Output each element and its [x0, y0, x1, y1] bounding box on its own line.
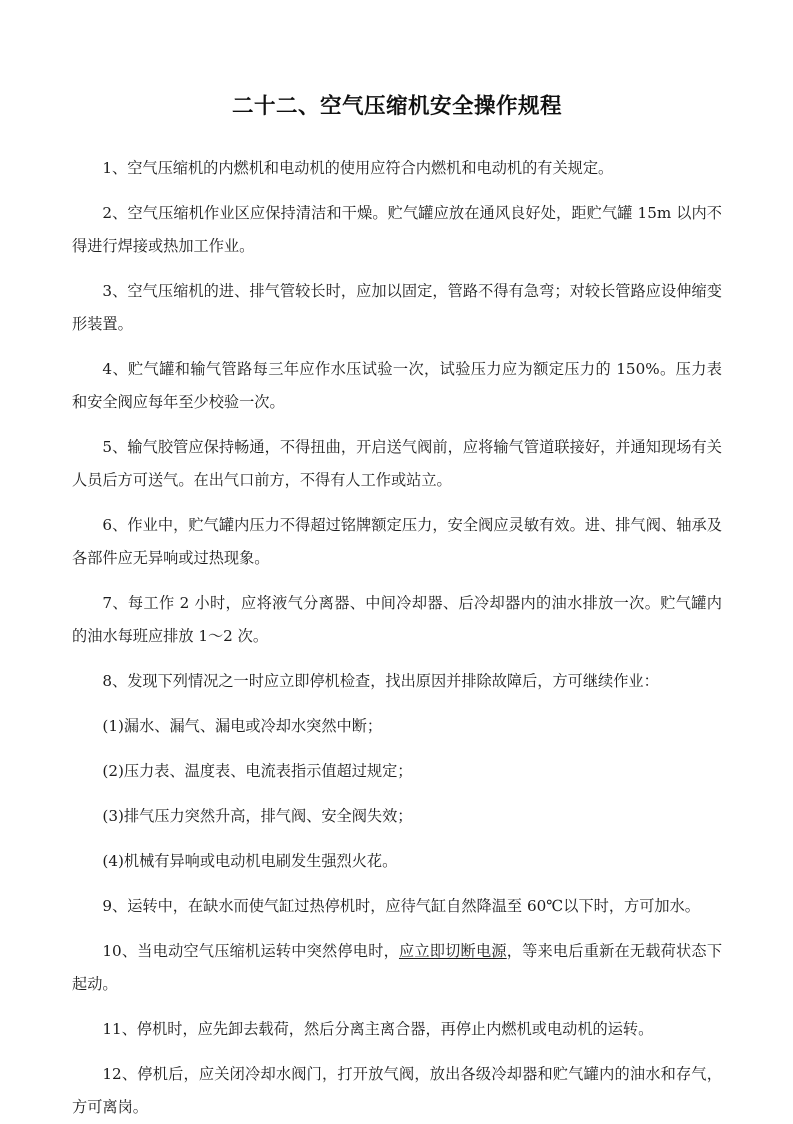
page-title: 二十二、空气压缩机安全操作规程	[231, 94, 562, 119]
paragraph-item-10-prefix: 10、当电动空气压缩机运转中突然停电时，	[102, 942, 399, 961]
paragraph-item-2: 2、空气压缩机作业区应保持清洁和干燥。贮气罐应放在通风良好处，距贮气罐 15m 以内不得进行焊接或热加工作业。	[72, 204, 722, 256]
paragraph-item-11: 11、停机时，应先卸去载荷，然后分离主离合器，再停止内燃机或电动机的运转。	[102, 1020, 654, 1039]
document-body	[72, 0, 722, 1124]
paragraph-item-5: 5、输气胶管应保持畅通，不得扭曲，开启送气阀前，应将输气管道联接好，并通知现场有关人员后方可送气。在出气口前方，不得有人工作或站立。	[72, 438, 722, 490]
paragraph-item-10-underlined-text: 应立即切断电源	[398, 942, 507, 961]
paragraph-item-8-sub-3: (3)排气压力突然升高，排气阀、安全阀失效；	[102, 807, 413, 826]
paragraph-item-12: 12、停机后，应关闭冷却水阀门，打开放气阀，放出各级冷却器和贮气罐内的油水和存气，方可离岗。	[72, 1065, 722, 1117]
paragraph-item-1: 1、空气压缩机的内燃机和电动机的使用应符合内燃机和电动机的有关规定。	[102, 159, 614, 178]
paragraph-item-8: 8、发现下列情况之一时应立即停机检查，找出原因并排除故障后，方可继续作业：	[102, 672, 659, 691]
paragraph-item-9: 9、运转中，在缺水而使气缸过热停机时，应待气缸自然降温至 60℃以下时，方可加水。	[102, 897, 700, 916]
paragraph-item-10	[72, 923, 722, 1001]
paragraph-item-6: 6、作业中，贮气罐内压力不得超过铭牌额定压力，安全阀应灵敏有效。进、排气阀、轴承及各部件应无异响或过热现象。	[72, 516, 722, 568]
paragraph-item-7: 7、每工作 2 小时，应将液气分离器、中间冷却器、后冷却器内的油水排放一次。贮气罐内的油水每班应排放 1～2 次。	[72, 594, 722, 646]
paragraph-item-8-sub-1: (1)漏水、漏气、漏电或冷却水突然中断；	[102, 717, 383, 736]
paragraph-item-3: 3、空气压缩机的进、排气管较长时，应加以固定，管路不得有急弯；对较长管路应设伸缩变形装置。	[72, 282, 722, 334]
paragraph-item-8-sub-2: (2)压力表、温度表、电流表指示值超过规定；	[102, 762, 413, 781]
paragraph-item-4: 4、贮气罐和输气管路每三年应作水压试验一次，试验压力应为额定压力的 150%。压力表和安全阀应每年至少校验一次。	[72, 360, 722, 412]
paragraph-item-8-sub-4: (4)机械有异响或电动机电刷发生强烈火花。	[102, 852, 398, 871]
paragraph-item-10-suffix: ，等来电后重新在无载荷状态下起动。	[72, 942, 723, 994]
